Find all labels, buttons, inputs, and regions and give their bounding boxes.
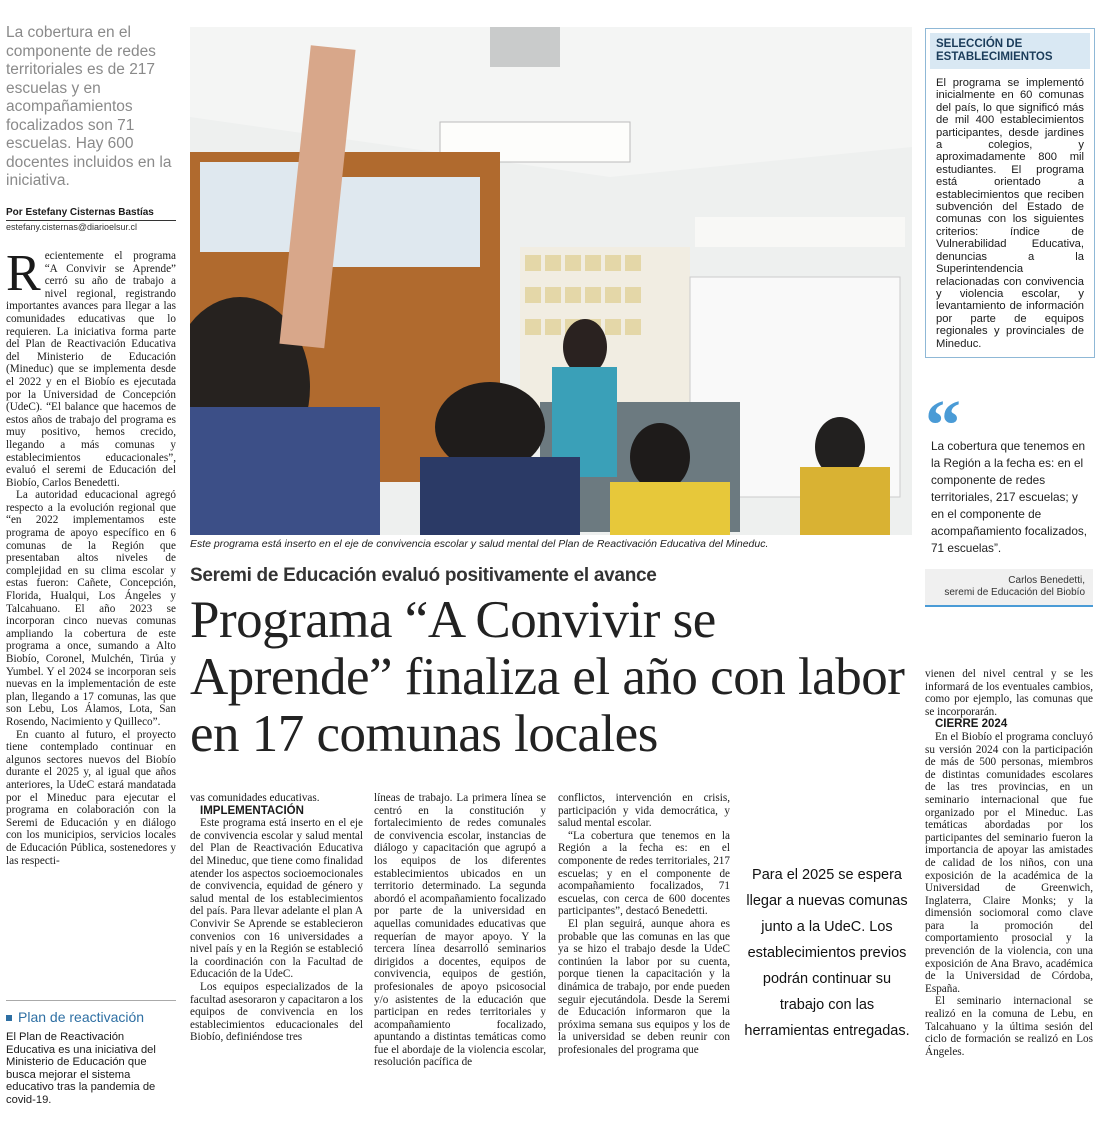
quote-text: La cobertura que tenemos en la Región a la fecha es: en el componente de redes territoriales, 217 escuelas; y en el componente de acompañamiento focalizados, 71 escuelas”.: [931, 439, 1088, 555]
quote-role: seremi de Educación del Biobío: [944, 587, 1085, 598]
info-box-title: Plan de reactivación: [18, 1009, 145, 1025]
kicker: Seremi de Educación evaluó positivamente el avance: [190, 565, 657, 586]
article-column-5: [925, 668, 1093, 1058]
paragraph: vas comunidades educativas.: [190, 792, 320, 804]
bullet-icon: [6, 1015, 12, 1021]
article-column-4: [558, 792, 730, 1056]
article-column-2: [190, 792, 363, 1044]
quote-author: Carlos Benedetti,: [1008, 575, 1085, 586]
paragraph: Los equipos especializados de la facultad asesoraron y capacitaron a los equipos de convivencia en los establecimientos educacionales del Biobío, definiéndose tres: [190, 980, 364, 1044]
paragraph: conflictos, intervención en crisis, participación y vida democrática, y salud mental escolar.: [558, 792, 730, 830]
paragraph: En cuanto al futuro, el proyecto tiene contemplado continuar en algunos sectores nuevos del Biobío durante el 2025 y, al igual que años anteriores, la UdeC estará mandatada por el Mineduc para ejecutar el programa en colaboración con la Seremi de Educación y en diálogo con los municipios, servicios locales de Educación Pública, sostenedores y las respecti-: [6, 728, 176, 867]
paragraph: “La cobertura que tenemos en la Región a la fecha es: en el componente de redes territoriales, 217 escuelas; y en el componente de acompañamiento focalizados, 71 escuelas, con cerca de 600 docentes participantes”, destacó Benedetti.: [558, 829, 730, 918]
classroom-illustration: [190, 27, 912, 535]
pull-quote-box: [925, 385, 1093, 607]
subheading: IMPLEMENTACIÓN: [200, 804, 304, 817]
byline-divider: [6, 220, 176, 221]
sidebar-text: El programa se implementó inicialmente en 60 comunas del país, lo que significó más de mil 400 establecimientos participantes, desde jardines a colegios, y aproximadamente 800 mil estudiantes. El programa está orientado a establecimientos que reciben subvención del Estado de comunas con los siguientes criterios: índice de Vulnerabilidad Educativa, denuncias a la Superintendencia relacionadas con convivencia y violencia escolar, y levantamiento de información por parte de equipos regionales y provinciales de Mineduc.: [936, 77, 1084, 350]
paragraph: La autoridad educacional agregó respecto a la evolución regional que “en 2022 implementamos este programa de apoyo específico en 6 comunas de la Región que presentaban altos niveles de complejidad en su clima escolar y estas fueron: Cañete, Concepción, Florida, Hualqui, Los Ángeles y Talcahuano. El año 2023 se incorporan cinco nuevas comunas ampliando la cobertura de este programa a once, sumando a Alto Biobío, Coronel, Mulchén, Tirúa y Yumbel. Y el 2024 se incorporan seis nuevas en la implementación de este plan, llegando a 17 comunas, las que son Lebu, Los Álamos, Lota, San Rosendo, Nacimiento y Quilleco”.: [6, 489, 176, 728]
lead-summary: La cobertura en el componente de redes territoriales es de 217 escuelas y en acompañamientos focalizados son 71 escuelas. Hay 600 docentes incluidos en la iniciativa.: [6, 24, 172, 189]
highlight-quote: Para el 2025 se espera llegar a nuevas comunas junto a la UdeC. Los establecimientos previos podrán continuar su trabajo con las herramientas entregadas.: [744, 867, 910, 1039]
info-box: [6, 1000, 176, 1107]
info-box-text: El Plan de Reactivación Educativa es una iniciativa del Ministerio de Educación que busca mejorar el sistema educativo tras la pandemia de covid-19.: [6, 1031, 156, 1106]
sidebar-title: SELECCIÓN DE ESTABLECIMIENTOS: [930, 33, 1090, 69]
photo-caption: Este programa está inserto en el eje de convivencia escolar y salud mental del Plan de Reactivación Educativa del Mineduc.: [190, 538, 769, 550]
article-column-1: [6, 245, 176, 867]
quote-attribution: [925, 569, 1093, 607]
paragraph: El seminario internacional se realizó en la comuna de Lebu, en Talcahuano y la última sesión del ciclo de formación se realizó en Los Ángeles.: [925, 995, 1093, 1058]
quote-mark-icon: “: [925, 385, 961, 465]
paragraph: El plan seguirá, aunque ahora es probable que las comunas en las que ya se hizo el trabajo desde la UdeC continúen la labor por su cuenta, porque tienen la capacitación y la dinámica de trabajo, por ende pueden seguir ejecutándola. Desde la Seremi de Educación informaron que la próxima semana sus equipos y los de la universidad se deben reunir con profesionales del programa que: [558, 917, 730, 1056]
author-email[interactable]: estefany.cisternas@diarioelsur.cl: [6, 222, 138, 232]
paragraph: vienen del nivel central y se les informará de los eventuales cambios, como por ejemplo, las comunas que se incorporarán.: [925, 668, 1093, 718]
byline: Por Estefany Cisternas Bastías: [6, 207, 154, 218]
sidebar-box: [925, 28, 1095, 358]
paragraph: En el Biobío el programa concluyó su versión 2024 con la participación de más de 500 personas, miembros de distintas comunidades escolares de las tres provincias, en un seminario internacional que fue organizado por el Mineduc. Las temáticas abordadas por los participantes del seminario fueron la importancia de apoyar las amistades de calidad de los niños, con una exposición de la académica de la Universidad de Greenwich, Inglaterra, Claire Monks; y la dimensión sociomoral como clave para la promoción del comportamiento prosocial y la prevención de la violencia, con una exposición de Ana Bravo, académica de la Universidad de Córdoba, España.: [925, 730, 1093, 995]
paragraph: líneas de trabajo. La primera línea se centró en la constitución y fortalecimiento de redes comunales de convivencia escolar, instancias de diálogo y capacitación que agrupó a los equipos de los diferentes establecimientos ubicados en un territorio determinado. La segunda abordó el acompañamiento focalizado por parte de la universidad en aquellas comunidades educativas que requerían de mayor apoyo. Y la tercera línea desarrolló seminarios dirigidos a docentes, equipos de convivencia, equipos de gestión, profesionales de apoyo psicosocial y/o asistentes de la educación que participan en redes territoriales y acompañamiento focalizado, apuntando a distintas temáticas como fue el abordaje de la violencia escolar, resolución pacífica de: [374, 792, 546, 1069]
paragraph: ecientemente el programa “A Convivir se Aprende” cerró su año de trabajo a nivel regional, registrando importantes avances para llegar a las comunidades educativas que lo requieren. La iniciativa forma parte del Plan de Reactivación Educativa del Ministerio de Educación (Mineduc) que se implementa desde el 2022 y en el Biobío es ejecutada por la Universidad de Concepción (UdeC). “El balance que hacemos de estos años de trabajo del programa es muy positivo, hemos crecido, llegando a más comunas y establecimientos educacionales”, evaluó el seremi de Educación del Biobío, Carlos Benedetti.: [6, 250, 176, 489]
headline: Programa “A Convivir se Aprende” finaliza el año con labor en 17 comunas locales: [190, 591, 905, 763]
paragraph: Este programa está inserto en el eje de convivencia escolar y salud mental del Plan de Reactivación Educativa del Mineduc, que tiene como finalidad atender los aspectos socioemocionales de convivencia, equidad de género y salud mental de los establecimientos del país. Para llevar adelante el plan A Convivir Se Aprende se establecieron convenios con 16 universidades a nivel país y en la Región se estableció la coordinación con la Facultad de Educación de la UdeC.: [190, 817, 363, 981]
drop-cap: R: [6, 245, 41, 302]
classroom-photo: [190, 27, 912, 535]
article-column-3: [374, 792, 546, 1069]
subheading: CIERRE 2024: [935, 718, 1008, 731]
